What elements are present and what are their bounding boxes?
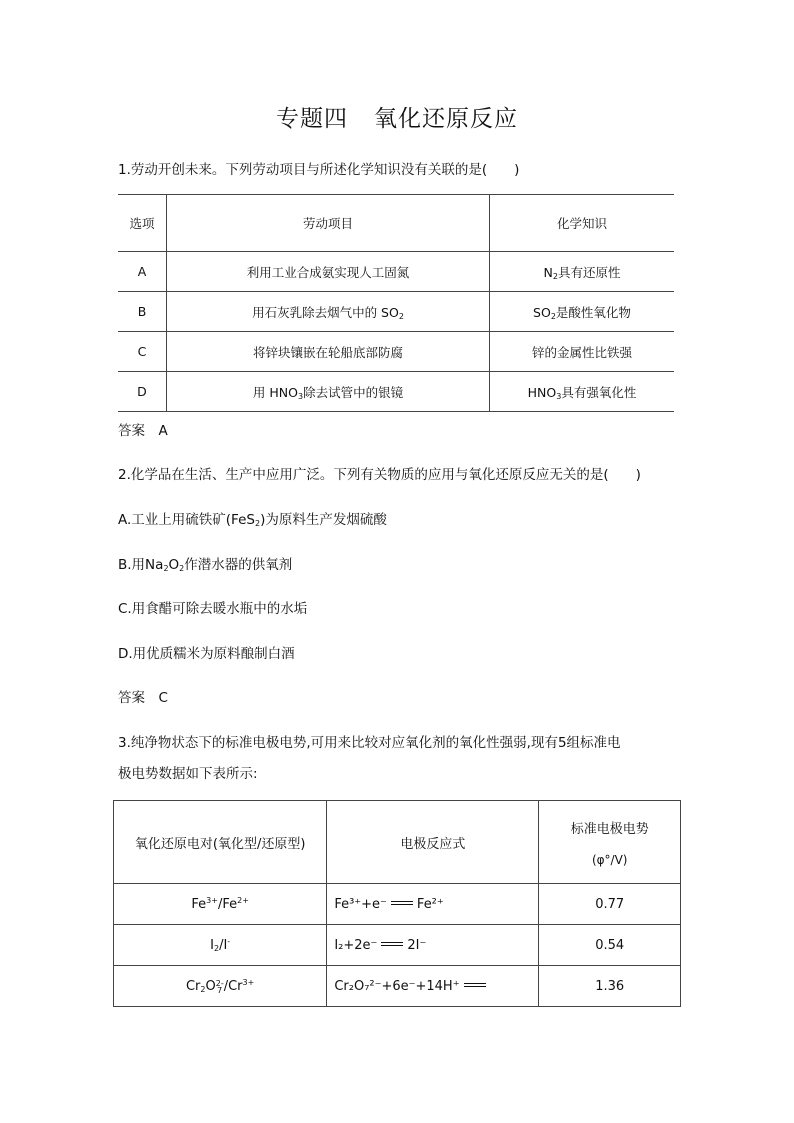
table-row [118, 332, 674, 372]
q3-header-reaction: 电极反应式 [327, 801, 539, 884]
q3-potential: 0.54 [539, 925, 681, 966]
q1-option: C [118, 332, 167, 372]
q3-table [113, 800, 681, 1007]
q1-chem: 锌的金属性比铁强 [490, 332, 675, 372]
q3-couple: $Fe^{3+}/Fe^{2+}$ [114, 884, 327, 925]
q1-option: D [118, 372, 167, 412]
q1-chem: $SO_2$是酸性氧化物 [490, 292, 675, 332]
q3-header-couple: 氧化还原电对(氧化型/还原型) [114, 801, 327, 884]
q1-table [118, 194, 674, 412]
q1-header-chem: 化学知识 [490, 195, 675, 252]
q2-answer: 答案 C [118, 690, 168, 706]
q1-stem: 1.劳动开创未来。下列劳动项目与所述化学知识没有关联的是( ) [118, 162, 520, 178]
equilibrium-arrow-icon [391, 900, 413, 908]
q3-potential: 0.77 [539, 884, 681, 925]
q2-option-a: A.工业上用硫铁矿(FeS$_2$)为原料生产发烟硫酸 [118, 512, 387, 528]
q2-option-b: B.用$Na_2O_2$作潜水器的供氧剂 [118, 557, 293, 573]
q3-reaction: I₂+2e⁻ 2I⁻ [327, 925, 539, 966]
q1-answer: 答案 A [118, 423, 168, 439]
table-row [118, 292, 674, 332]
q1-labor: 用 $HNO_3$除去试管中的银镜 [167, 372, 490, 412]
q1-chem: $N_2$具有还原性 [490, 252, 675, 292]
q3-stem-line2: 极电势数据如下表所示: [118, 766, 258, 782]
q2-option-c: C.用食醋可除去暖水瓶中的水垢 [118, 601, 308, 617]
q3-reaction: Fe³⁺+e⁻ Fe²⁺ [327, 884, 539, 925]
q1-chem: $HNO_3$具有强氧化性 [490, 372, 675, 412]
table-row [114, 966, 681, 1007]
q1-header-option: 选项 [118, 195, 167, 252]
q2-stem: 2.化学品在生活、生产中应用广泛。下列有关物质的应用与氧化还原反应无关的是( ) [118, 467, 641, 483]
equilibrium-arrow-icon [381, 941, 403, 949]
q2-option-d: D.用优质糯米为原料酿制白酒 [118, 646, 295, 662]
q3-couple: $Cr_2O$ 2- 7 $/Cr^{3+}$ [114, 966, 327, 1007]
equilibrium-arrow-icon [464, 982, 486, 990]
title-topic: 专题四 [276, 106, 348, 132]
q1-header-labor: 劳动项目 [167, 195, 490, 252]
q3-reaction: Cr₂O₇²⁻+6e⁻+14H⁺ [327, 966, 539, 1007]
table-row [114, 925, 681, 966]
q3-header-potential [539, 801, 681, 884]
q1-option: A [118, 252, 167, 292]
table-row [114, 884, 681, 925]
table-row [118, 372, 674, 412]
title-subject: 氧化还原反应 [374, 106, 518, 132]
q3-header-potential-unit: (φ°/V) [591, 852, 628, 867]
table-row [118, 252, 674, 292]
q3-couple: $I_2/I^-$ [114, 925, 327, 966]
q1-labor: 利用工业合成氨实现人工固氮 [167, 252, 490, 292]
q3-header-potential-label: 标准电极电势 [570, 821, 649, 837]
q3-potential: 1.36 [539, 966, 681, 1007]
page-title [0, 100, 794, 133]
q1-labor: 将锌块镶嵌在轮船底部防腐 [167, 332, 490, 372]
q3-stem-line1: 3.纯净物状态下的标准电极电势,可用来比较对应氧化剂的氧化性强弱,现有5组标准电 [118, 735, 621, 751]
q1-labor: 用石灰乳除去烟气中的 $SO_2$ [167, 292, 490, 332]
q1-option: B [118, 292, 167, 332]
